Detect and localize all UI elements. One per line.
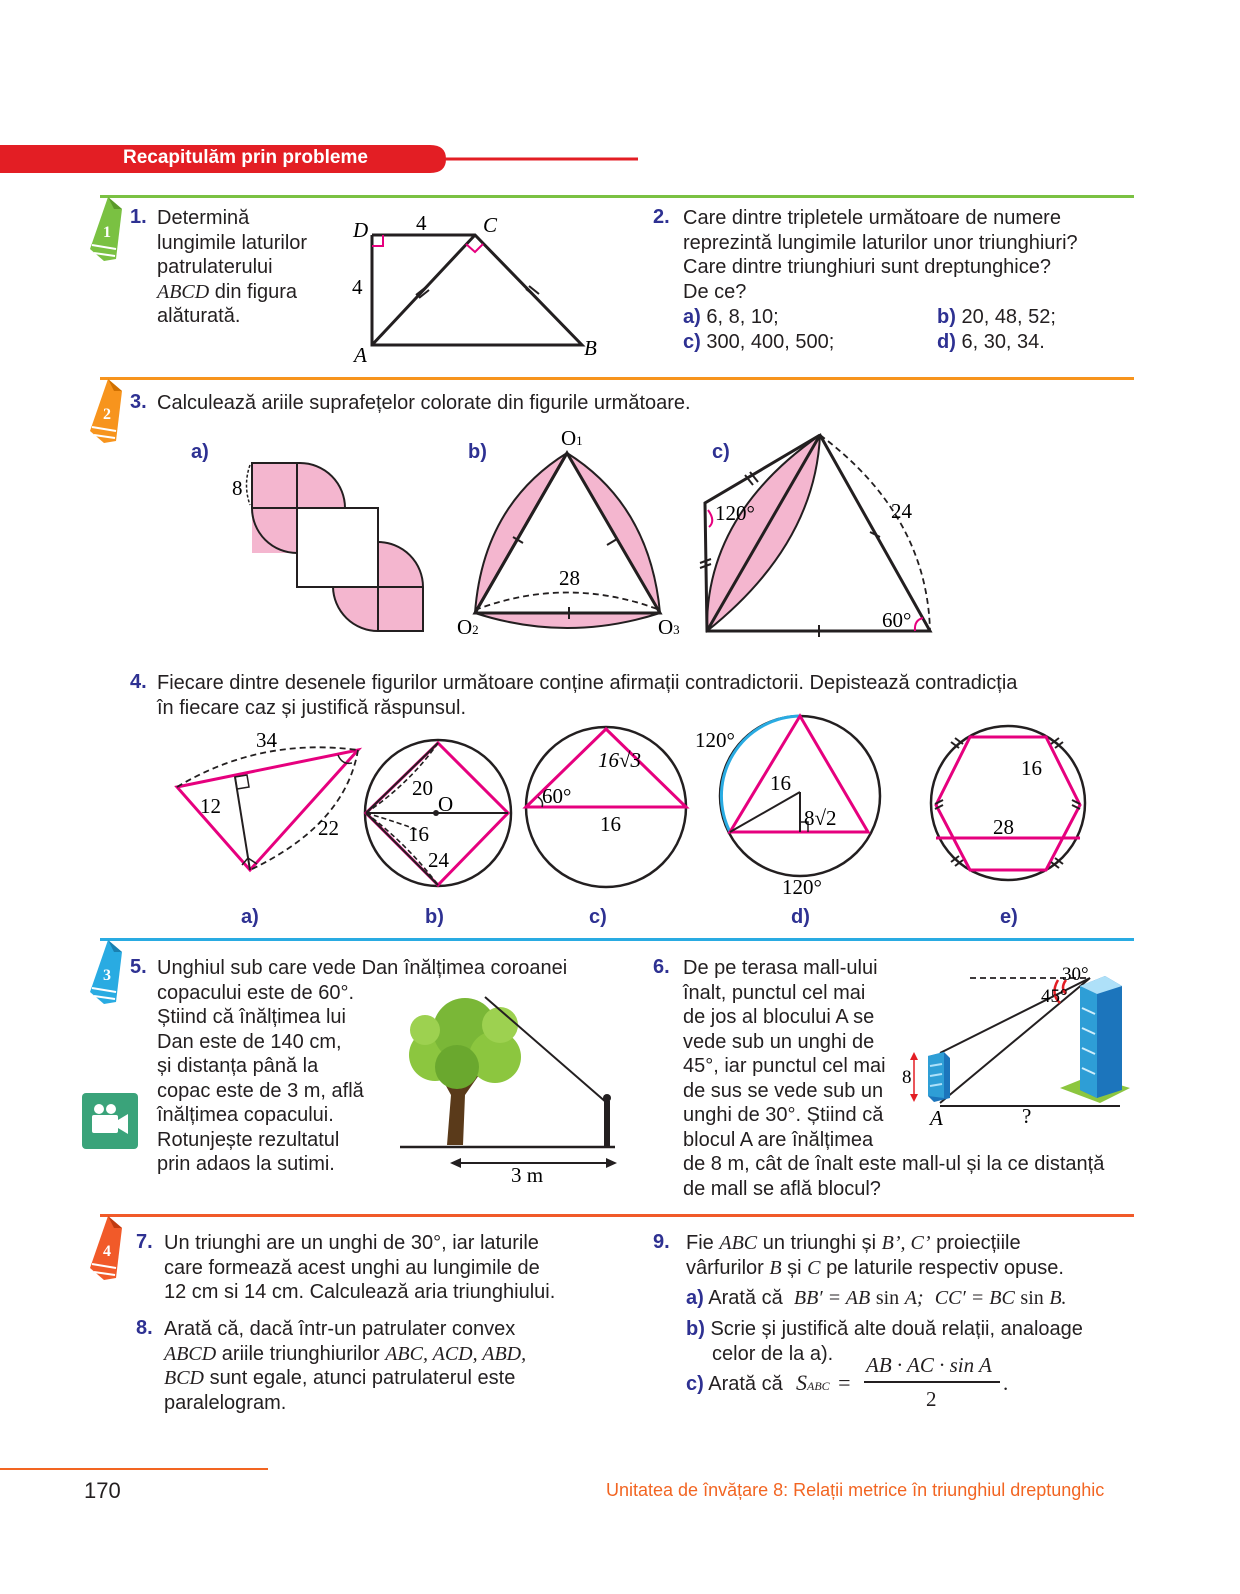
level-4-icon: [86, 1214, 126, 1294]
level-1-icon: [86, 195, 126, 275]
svg-text:16: 16: [1021, 756, 1042, 780]
svg-text:16: 16: [408, 822, 429, 846]
p2-option-b: b) 20, 48, 52;: [937, 306, 1056, 328]
video-camera-icon[interactable]: [82, 1093, 140, 1151]
p8-number: 8.: [136, 1317, 153, 1339]
p4-figure-d: [690, 710, 890, 900]
p2-option-d: d) 6, 30, 34.: [937, 331, 1045, 353]
p4-label-d: d): [791, 906, 810, 928]
p4-label-e: e): [1000, 906, 1018, 928]
rule-green: [100, 195, 1134, 198]
level-4-label: 4: [103, 1243, 111, 1260]
p2-text: Care dintre tripletele următoare de numere reprezintă lungimile laturilor unor triunghiuri? Care dintre triunghiuri sunt dreptunghice? De ce?: [683, 207, 1078, 303]
p5-figure-tree: [395, 985, 625, 1190]
svg-text:20: 20: [412, 776, 433, 800]
svg-text:4: 4: [352, 275, 363, 299]
rule-redorange: [100, 1214, 1134, 1217]
svg-text:60°: 60°: [542, 784, 572, 808]
svg-text:120°: 120°: [715, 501, 755, 525]
p8-text: Arată că, dacă într-un patrulater convex ABCD ariile triunghiurilor ABC, ACD, ABD, BCD sunt egale, atunci patrulaterul este paralelogram.: [164, 1318, 527, 1414]
p4-label-b: b): [425, 906, 444, 928]
p6-text: De pe terasa mall-ului înalt, punctul cel mai de jos al blocului A se vede sub un unghi de 45°, iar punctul cel mai de sus se vede sub un unghi de 30°. Știind că blocul A are înălțimea de 8 m, cât de înalt este mall-ul și la ce distanță de mall se află blocul?: [683, 957, 1105, 1200]
p3-text: Calculează ariile suprafețelor colorate din figurile următoare.: [157, 392, 691, 414]
p4-number: 4.: [130, 671, 147, 693]
p2-option-a: a) 6, 8, 10;: [683, 306, 779, 328]
level-1-label: 1: [103, 224, 111, 241]
p4-figure-e: [925, 720, 1095, 890]
svg-text:120°: 120°: [695, 728, 735, 752]
p9-part-a: a) Arată că BB′ = AB sin A; CC′ = BC sin B.: [686, 1287, 1067, 1309]
p1-text: Determină lungimile laturilor patrulaterului ABCD din figura alăturată.: [157, 207, 308, 327]
svg-text:16: 16: [600, 812, 621, 836]
svg-text:8√2: 8√2: [804, 806, 837, 830]
svg-text:28: 28: [559, 566, 580, 590]
footer-rule: [0, 1468, 268, 1470]
svg-text:12: 12: [200, 794, 221, 818]
p9-formula: SABC =: [796, 1370, 851, 1395]
p7-text: Un triunghi are un unghi de 30°, iar laturile care formează acest unghi au lungimile de 12 cm si 14 cm. Calculează aria triunghiului.: [164, 1232, 556, 1303]
p5-number: 5.: [130, 956, 147, 978]
p1-figure: [340, 205, 620, 370]
svg-text:24: 24: [891, 499, 912, 523]
p4-figure-c: [520, 725, 695, 895]
svg-text:8: 8: [902, 1067, 912, 1088]
p3-figure-b: [445, 425, 700, 640]
footer-unit: Unitatea de învățare 8: Relații metrice în triunghiul dreptunghic: [606, 1480, 1105, 1500]
p2-number: 2.: [653, 206, 670, 228]
svg-text:60°: 60°: [882, 608, 912, 632]
p4-figure-a: [160, 725, 375, 885]
svg-text:16: 16: [770, 771, 791, 795]
p3-label-b: b): [468, 441, 487, 463]
p3-label-c: c): [712, 441, 730, 463]
page-number: 170: [84, 1478, 121, 1503]
p1-number: 1.: [130, 206, 147, 228]
level-3-label: 3: [103, 967, 111, 984]
p9-fraction-numerator: AB · AC · sin A: [866, 1353, 992, 1377]
p9-number: 9.: [653, 1231, 670, 1253]
rule-blue: [100, 938, 1134, 941]
svg-text:A: A: [354, 343, 367, 367]
p4-label-a: a): [241, 906, 259, 928]
level-3-icon: [86, 938, 126, 1018]
p9-formula-dot: .: [1003, 1371, 1009, 1395]
svg-text:34: 34: [256, 728, 277, 752]
svg-text:22: 22: [318, 816, 339, 840]
p6-number: 6.: [653, 956, 670, 978]
p9-fraction-denominator: 2: [926, 1387, 937, 1411]
svg-text:120°: 120°: [782, 875, 822, 899]
svg-text:8: 8: [232, 476, 243, 500]
svg-text:16√3: 16√3: [598, 748, 642, 772]
svg-text:B: B: [584, 336, 597, 360]
header-title: Recapitulăm prin probleme: [123, 147, 368, 168]
svg-text:D: D: [353, 218, 369, 242]
p4-text: Fiecare dintre desenele figurilor următoare conține afirmații contradictorii. Depistează contradicția în fiecare caz și justifică răspunsul.: [157, 672, 1018, 719]
p5-text: Unghiul sub care vede Dan înălțimea coroanei copacului este de 60°. Știind că înălțimea lui Dan este de 140 cm, și distanța până la copac este de 3 m, află înălțimea copacului. Rotunjește rezultatul prin adaos la sutimi.: [157, 957, 568, 1175]
svg-text:24: 24: [428, 848, 449, 872]
p9-fraction-bar: [864, 1381, 1000, 1383]
svg-text:45°: 45°: [1041, 986, 1068, 1007]
p6-figure: [900, 958, 1150, 1133]
svg-text:C: C: [483, 213, 498, 237]
p3-number: 3.: [130, 391, 147, 413]
p3-label-a: a): [191, 441, 209, 463]
level-2-label: 2: [103, 406, 111, 423]
svg-text:4: 4: [416, 211, 427, 235]
p2-option-c: c) 300, 400, 500;: [683, 331, 835, 353]
p3-figure-a: [225, 455, 435, 640]
p7-number: 7.: [136, 1231, 153, 1253]
p9-part-c: c) Arată că: [686, 1373, 783, 1395]
svg-text:O3: O3: [658, 615, 680, 639]
svg-text:O2: O2: [457, 615, 479, 639]
svg-text:?: ?: [1022, 1104, 1032, 1128]
svg-text:A: A: [930, 1106, 943, 1130]
p9-part-b: b) Scrie și justifică alte două relații, analoage celor de la a).: [686, 1318, 1083, 1365]
svg-text:3 m: 3 m: [511, 1163, 544, 1187]
p9-text: Fie ABC un triunghi și B’, C’ proiecțiile vârfurilor B și C pe laturile respectiv opuse.: [686, 1232, 1064, 1279]
p3-figure-c: [695, 425, 955, 640]
svg-text:O: O: [438, 792, 454, 816]
p4-label-c: c): [589, 906, 607, 928]
level-2-icon: [86, 377, 126, 457]
svg-text:30°: 30°: [1062, 964, 1089, 985]
svg-text:28: 28: [993, 815, 1014, 839]
p4-figure-b: [360, 735, 520, 895]
rule-orange: [100, 377, 1134, 380]
svg-text:O1: O1: [561, 426, 583, 450]
